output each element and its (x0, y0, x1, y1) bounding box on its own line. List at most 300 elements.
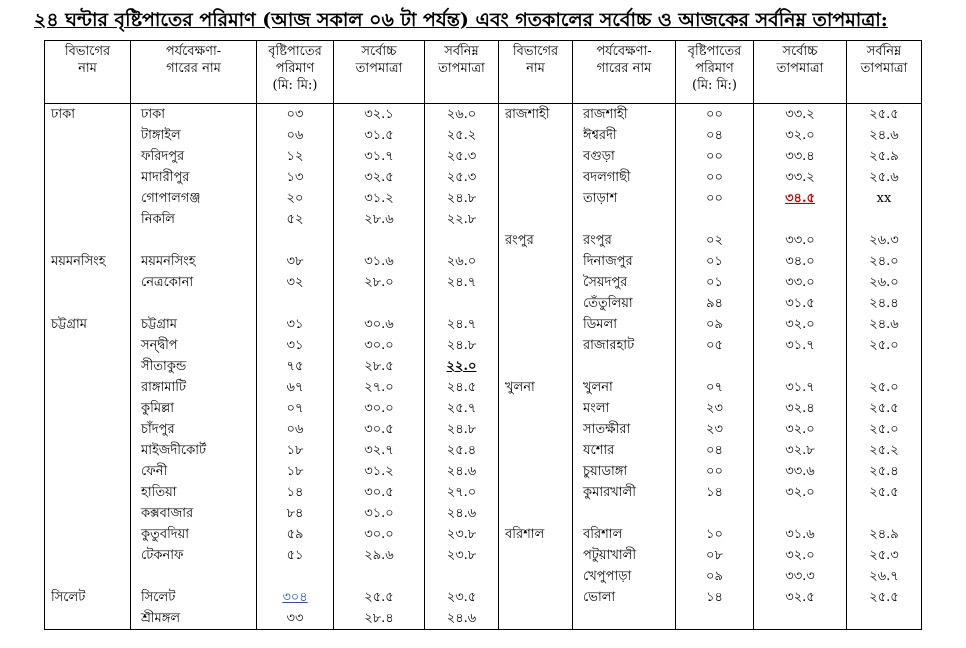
cell-min-temp: ২৪.৬ (425, 608, 499, 630)
cell-division (499, 419, 573, 440)
cell-rainfall (676, 608, 754, 630)
cell-division (499, 314, 573, 335)
cell-min-temp: ২৫.৩ (425, 146, 499, 167)
cell-max-temp: ৩৩.২ (754, 104, 847, 126)
header-station-left (131, 41, 257, 104)
table-row (45, 377, 922, 398)
cell-rainfall (257, 293, 334, 314)
cell-min-temp (847, 209, 922, 230)
cell-rainfall: ৭৫ (257, 356, 334, 377)
cell-min-temp (847, 503, 922, 524)
cell-division (499, 398, 573, 419)
cell-max-temp: ৩০.০ (334, 335, 425, 356)
cell-division (45, 524, 131, 545)
cell-min-temp (847, 356, 922, 377)
cell-max-temp: ৩২.০ (754, 545, 847, 566)
cell-station: কুমিল্লা (131, 398, 257, 419)
cell-station: ঢাকা (131, 104, 257, 126)
cell-division (45, 125, 131, 146)
cell-max-temp (334, 230, 425, 251)
cell-max-temp: ৩০.৬ (334, 314, 425, 335)
cell-max-temp: ৩২.৫ (754, 587, 847, 608)
cell-division (499, 566, 573, 587)
cell-rainfall: ০০ (676, 104, 754, 126)
cell-division: রাজশাহী (499, 104, 573, 126)
header-line: বিভাগের (64, 44, 111, 59)
cell-rainfall: ০০ (676, 167, 754, 188)
table-row (45, 482, 922, 503)
cell-min-temp: ২৫.০ (847, 377, 922, 398)
cell-rainfall: ১৩ (257, 167, 334, 188)
table-row (45, 566, 922, 587)
cell-rainfall (257, 566, 334, 587)
cell-max-temp (754, 209, 847, 230)
cell-station (131, 566, 257, 587)
cell-min-temp: ২৬.০ (425, 104, 499, 126)
cell-rainfall: ২০ (257, 188, 334, 209)
weather-table (44, 40, 921, 624)
cell-division: চট্টগ্রাম (45, 314, 131, 335)
cell-max-temp: ৩২.০ (754, 419, 847, 440)
cell-station: সাতক্ষীরা (573, 419, 676, 440)
cell-min-temp: ২৫.৭ (425, 398, 499, 419)
cell-division: বরিশাল (499, 524, 573, 545)
table-row (45, 104, 922, 126)
cell-division (45, 272, 131, 293)
header-line: গারের নাম (596, 61, 652, 76)
cell-division (499, 293, 573, 314)
table-row (45, 272, 922, 293)
cell-division (45, 293, 131, 314)
cell-min-temp: ২৫.৫ (847, 482, 922, 503)
cell-division (45, 419, 131, 440)
cell-min-temp: ২২.৮ (425, 209, 499, 230)
cell-station (131, 293, 257, 314)
cell-station: কুতুবদিয়া (131, 524, 257, 545)
cell-division (499, 209, 573, 230)
cell-division (499, 461, 573, 482)
cell-division (45, 566, 131, 587)
cell-division: সিলেট (45, 587, 131, 608)
cell-min-temp: ২৫.২ (847, 440, 922, 461)
cell-max-temp: ৩০.৫ (334, 482, 425, 503)
cell-division (499, 272, 573, 293)
cell-division (499, 440, 573, 461)
cell-rainfall: ৩৩ (257, 608, 334, 630)
cell-rainfall: ০০ (676, 146, 754, 167)
cell-station: ময়মনসিংহ (131, 251, 257, 272)
cell-min-temp: ২৫.৩ (847, 545, 922, 566)
cell-station (573, 503, 676, 524)
cell-max-temp: ২৫.৫ (334, 587, 425, 608)
cell-min-temp: ২৫.৪ (425, 440, 499, 461)
cell-min-temp: ২৫.০ (847, 419, 922, 440)
cell-max-temp: ৩২.৫ (334, 167, 425, 188)
cell-max-temp: ৩০.৫ (334, 419, 425, 440)
cell-min-temp: ২৪.৮ (425, 335, 499, 356)
cell-rainfall (257, 230, 334, 251)
cell-station: রংপুর (573, 230, 676, 251)
cell-max-temp (334, 566, 425, 587)
table-row (45, 461, 922, 482)
cell-station: কক্সবাজার (131, 503, 257, 524)
cell-station: টাঙ্গাইল (131, 125, 257, 146)
header-line: সর্বোচ্চ (361, 44, 397, 59)
cell-rainfall: ১৮ (257, 440, 334, 461)
header-line: তাপমাত্রা (860, 61, 908, 76)
header-line: পর্যবেক্ষণা- (165, 44, 222, 59)
cell-min-temp: ২৫.৫ (847, 104, 922, 126)
table-row (45, 314, 922, 335)
table-row (45, 419, 922, 440)
header-line: নাম (78, 61, 97, 76)
cell-max-temp: ৩২.৮ (754, 440, 847, 461)
cell-rainfall: ০১ (676, 251, 754, 272)
cell-station: রাজারহাট (573, 335, 676, 356)
header-line: গারের নাম (166, 61, 221, 76)
cell-division (45, 230, 131, 251)
page-title: ২৪ ঘন্টার বৃষ্টিপাতের পরিমাণ (আজ সকাল ০৬ টা পর্যন্ত) এবং গতকালের সর্বোচ্চ ও আজকের সর্বনিম্ন তাপমাত্রা: (34, 9, 888, 31)
cell-station: চুয়াডাঙ্গা (573, 461, 676, 482)
cell-rainfall: ০৯ (676, 566, 754, 587)
cell-station: ভোলা (573, 587, 676, 608)
cell-rainfall: ০৭ (257, 398, 334, 419)
table-row (45, 251, 922, 272)
header-max-temp-right (754, 41, 847, 104)
cell-max-temp: ৩১.২ (334, 188, 425, 209)
cell-max-temp: ২৮.০ (334, 272, 425, 293)
cell-rainfall: ০৮ (676, 545, 754, 566)
cell-division (45, 440, 131, 461)
cell-division (499, 545, 573, 566)
cell-max-temp: ৩৩.৪ (754, 146, 847, 167)
cell-division: রংপুর (499, 230, 573, 251)
cell-rainfall: ০২ (676, 230, 754, 251)
cell-station: তেঁতুলিয়া (573, 293, 676, 314)
cell-min-temp: ২৬.৭ (847, 566, 922, 587)
cell-station (573, 356, 676, 377)
cell-max-temp: ৩৩.৩ (754, 566, 847, 587)
cell-max-temp: ৩২.৪ (754, 398, 847, 419)
cell-division: ঢাকা (45, 104, 131, 126)
cell-rainfall: ৫২ (257, 209, 334, 230)
cell-min-temp: ২৪.৪ (847, 293, 922, 314)
cell-station: রাজশাহী (573, 104, 676, 126)
cell-station: গোপালগঞ্জ (131, 188, 257, 209)
cell-min-temp (425, 566, 499, 587)
cell-max-temp: ৩১.২ (334, 461, 425, 482)
cell-min-temp: ২৬.০ (425, 251, 499, 272)
header-line: বৃষ্টিপাতের (268, 44, 322, 59)
cell-division (499, 167, 573, 188)
cell-station: চট্টগ্রাম (131, 314, 257, 335)
header-line: তাপমাত্রা (438, 61, 485, 76)
cell-rainfall: ৩১ (257, 314, 334, 335)
table-row (45, 440, 922, 461)
table-row (45, 356, 922, 377)
cell-max-temp: ২৮.৫ (334, 356, 425, 377)
cell-rainfall: ৩১ (257, 335, 334, 356)
cell-station: ফেনী (131, 461, 257, 482)
header-rainfall-right (676, 41, 754, 104)
cell-station: মাদারীপুর (131, 167, 257, 188)
cell-station: রাঙ্গামাটি (131, 377, 257, 398)
cell-max-temp: ৩৩.০ (754, 272, 847, 293)
cell-division (45, 545, 131, 566)
cell-station: বগুড়া (573, 146, 676, 167)
cell-rainfall: ৫৯ (257, 524, 334, 545)
cell-max-temp: ৩১.৬ (754, 524, 847, 545)
cell-max-temp: ৩০.০ (334, 398, 425, 419)
cell-division (499, 482, 573, 503)
header-line: তাপমাত্রা (355, 61, 403, 76)
cell-rainfall: ০৯ (676, 314, 754, 335)
cell-min-temp: ২৫.০ (847, 335, 922, 356)
cell-division: ময়মনসিংহ (45, 251, 131, 272)
cell-station: যশোর (573, 440, 676, 461)
cell-max-temp: ৩০.০ (334, 524, 425, 545)
cell-min-temp: ২৫.২ (425, 125, 499, 146)
cell-min-temp: ২৫.৫ (847, 587, 922, 608)
cell-division: খুলনা (499, 377, 573, 398)
cell-station: ফরিদপুর (131, 146, 257, 167)
table-row (45, 587, 922, 608)
cell-min-temp (425, 356, 499, 377)
cell-min-temp: xx (847, 188, 922, 209)
header-max-temp-left (334, 41, 425, 104)
cell-rainfall: ১০ (676, 524, 754, 545)
cell-rainfall: ০৪ (676, 440, 754, 461)
header-line: নাম (526, 61, 545, 76)
cell-rainfall: ০৬ (257, 419, 334, 440)
table-row (45, 167, 922, 188)
record-max-rainfall: ৩০৪ (282, 590, 308, 605)
cell-min-temp: ২৪.৬ (847, 125, 922, 146)
cell-division (45, 356, 131, 377)
table-row (45, 146, 922, 167)
header-division-right (499, 41, 573, 104)
cell-division (499, 503, 573, 524)
cell-rainfall: ৩৮ (257, 251, 334, 272)
table-row (45, 188, 922, 209)
cell-min-temp: ২৪.৮ (425, 419, 499, 440)
cell-rainfall: ০০ (676, 188, 754, 209)
table-row (45, 398, 922, 419)
cell-station: খুলনা (573, 377, 676, 398)
cell-division (499, 188, 573, 209)
cell-min-temp: ২৫.৩ (425, 167, 499, 188)
cell-division (45, 188, 131, 209)
cell-station: বদলগাছী (573, 167, 676, 188)
cell-min-temp: ২৪.০ (847, 251, 922, 272)
cell-division (45, 482, 131, 503)
header-station-right (573, 41, 676, 104)
cell-min-temp: ২৪.৭ (425, 272, 499, 293)
cell-division (45, 503, 131, 524)
cell-max-temp: ২৮.৬ (334, 209, 425, 230)
header-line: বিভাগের (512, 44, 559, 59)
record-max-temp: ৩৪.৫ (785, 191, 815, 206)
cell-max-temp (754, 188, 847, 209)
cell-division (499, 251, 573, 272)
table-row (45, 524, 922, 545)
cell-min-temp: ২৪.৬ (847, 314, 922, 335)
header-line: সর্বনিম্ন (444, 44, 479, 59)
cell-min-temp: ২৪.৯ (847, 524, 922, 545)
cell-station: টেকনাফ (131, 545, 257, 566)
cell-max-temp: ২৭.০ (334, 377, 425, 398)
cell-max-temp: ৩২.০ (754, 314, 847, 335)
cell-division (499, 125, 573, 146)
cell-station (573, 608, 676, 630)
header-line: তাপমাত্রা (776, 61, 824, 76)
cell-rainfall: ১৪ (676, 587, 754, 608)
cell-max-temp (334, 293, 425, 314)
cell-min-temp: ২৫.৫ (847, 398, 922, 419)
cell-division (45, 209, 131, 230)
header-line: সর্বনিম্ন (866, 44, 902, 59)
cell-division (499, 608, 573, 630)
cell-max-temp: ৩৩.০ (754, 230, 847, 251)
cell-division (45, 377, 131, 398)
cell-max-temp: ৩১.৭ (754, 335, 847, 356)
header-line: পরিমাণ (695, 61, 734, 76)
cell-rainfall (676, 503, 754, 524)
cell-division (499, 146, 573, 167)
cell-station: সন্দ্বীপ (131, 335, 257, 356)
cell-min-temp: ২৭.০ (425, 482, 499, 503)
cell-min-temp (847, 608, 922, 630)
table-row (45, 608, 922, 630)
cell-station: শ্রীমঙ্গল (131, 608, 257, 630)
cell-rainfall: ৫১ (257, 545, 334, 566)
table-row (45, 503, 922, 524)
cell-station: ডিমলা (573, 314, 676, 335)
cell-station: ঈশ্বরদী (573, 125, 676, 146)
header-min-temp-left (425, 41, 499, 104)
cell-max-temp: ৩২.১ (334, 104, 425, 126)
cell-min-temp: ২৪.৮ (425, 188, 499, 209)
cell-min-temp: ২৪.৬ (425, 503, 499, 524)
cell-rainfall: ০১ (676, 272, 754, 293)
table-row (45, 125, 922, 146)
cell-station: চাঁদপুর (131, 419, 257, 440)
cell-max-temp: ৩৩.৬ (754, 461, 847, 482)
cell-rainfall: ০৩ (257, 104, 334, 126)
cell-station: সিলেট (131, 587, 257, 608)
cell-division (45, 146, 131, 167)
cell-min-temp: ২৫.৪ (847, 461, 922, 482)
cell-min-temp: ২৪.৭ (425, 314, 499, 335)
cell-min-temp: ২৬.০ (847, 272, 922, 293)
cell-max-temp: ৩১.৭ (754, 377, 847, 398)
cell-max-temp: ৩১.৭ (334, 146, 425, 167)
cell-division (45, 608, 131, 630)
cell-max-temp (754, 503, 847, 524)
cell-rainfall: ০৭ (676, 377, 754, 398)
cell-rainfall: ০৪ (676, 125, 754, 146)
table-row (45, 545, 922, 566)
header-line: পর্যবেক্ষণা- (596, 44, 652, 59)
cell-station (573, 209, 676, 230)
cell-min-temp: ২৬.৩ (847, 230, 922, 251)
cell-min-temp (425, 293, 499, 314)
cell-min-temp: ২৩.৮ (425, 545, 499, 566)
cell-rainfall (257, 587, 334, 608)
cell-min-temp: ২৪.৬ (425, 461, 499, 482)
table-row (45, 293, 922, 314)
cell-rainfall: ৩২ (257, 272, 334, 293)
cell-max-temp: ৩১.০ (334, 503, 425, 524)
cell-rainfall: ২৩ (676, 398, 754, 419)
cell-max-temp: ২৮.৪ (334, 608, 425, 630)
cell-station: সৈয়দপুর (573, 272, 676, 293)
cell-rainfall: ১৪ (676, 482, 754, 503)
cell-rainfall: ০৬ (257, 125, 334, 146)
cell-division (45, 398, 131, 419)
cell-rainfall: ১২ (257, 146, 334, 167)
cell-max-temp: ৩২.০ (754, 482, 847, 503)
cell-station: হাতিয়া (131, 482, 257, 503)
cell-station: নেত্রকোনা (131, 272, 257, 293)
cell-station: সীতাকুন্ড (131, 356, 257, 377)
cell-rainfall: ৯৪ (676, 293, 754, 314)
cell-max-temp: ৩১.৬ (334, 251, 425, 272)
cell-rainfall (676, 356, 754, 377)
cell-min-temp: ২৩.৫ (425, 587, 499, 608)
cell-station: নিকলি (131, 209, 257, 230)
cell-station: কুমারখালী (573, 482, 676, 503)
cell-min-temp: ২৩.৮ (425, 524, 499, 545)
cell-max-temp (754, 608, 847, 630)
cell-division (45, 167, 131, 188)
table-row (45, 230, 922, 251)
cell-station: খেপুপাড়া (573, 566, 676, 587)
cell-station (131, 230, 257, 251)
cell-division (499, 356, 573, 377)
cell-max-temp: ৩২.৭ (334, 440, 425, 461)
cell-max-temp (754, 356, 847, 377)
cell-station: দিনাজপুর (573, 251, 676, 272)
cell-max-temp: ২৯.৬ (334, 545, 425, 566)
cell-rainfall: ০৫ (676, 335, 754, 356)
header-line: সর্বোচ্চ (782, 44, 818, 59)
cell-max-temp: ৩৪.০ (754, 251, 847, 272)
header-line: পরিমাণ (275, 61, 315, 76)
cell-min-temp (425, 230, 499, 251)
header-line: বৃষ্টিপাতের (687, 44, 742, 59)
cell-rainfall: ১৪ (257, 482, 334, 503)
cell-rainfall: ৮৪ (257, 503, 334, 524)
table-header-row (45, 41, 922, 104)
cell-min-temp: ২৫.৯ (847, 146, 922, 167)
table-row (45, 209, 922, 230)
cell-station: পটুয়াখালী (573, 545, 676, 566)
cell-division (45, 461, 131, 482)
cell-min-temp: ২৫.৬ (847, 167, 922, 188)
cell-rainfall (676, 209, 754, 230)
cell-max-temp: ৩৩.২ (754, 167, 847, 188)
cell-division (45, 335, 131, 356)
header-min-temp-right (847, 41, 922, 104)
cell-min-temp: ২৪.৫ (425, 377, 499, 398)
cell-rainfall: ০০ (676, 461, 754, 482)
header-rainfall-left (257, 41, 334, 104)
cell-max-temp: ৩১.৫ (334, 125, 425, 146)
cell-division (499, 587, 573, 608)
cell-max-temp: ৩১.৫ (754, 293, 847, 314)
header-line: (মি: মি:) (692, 78, 737, 93)
